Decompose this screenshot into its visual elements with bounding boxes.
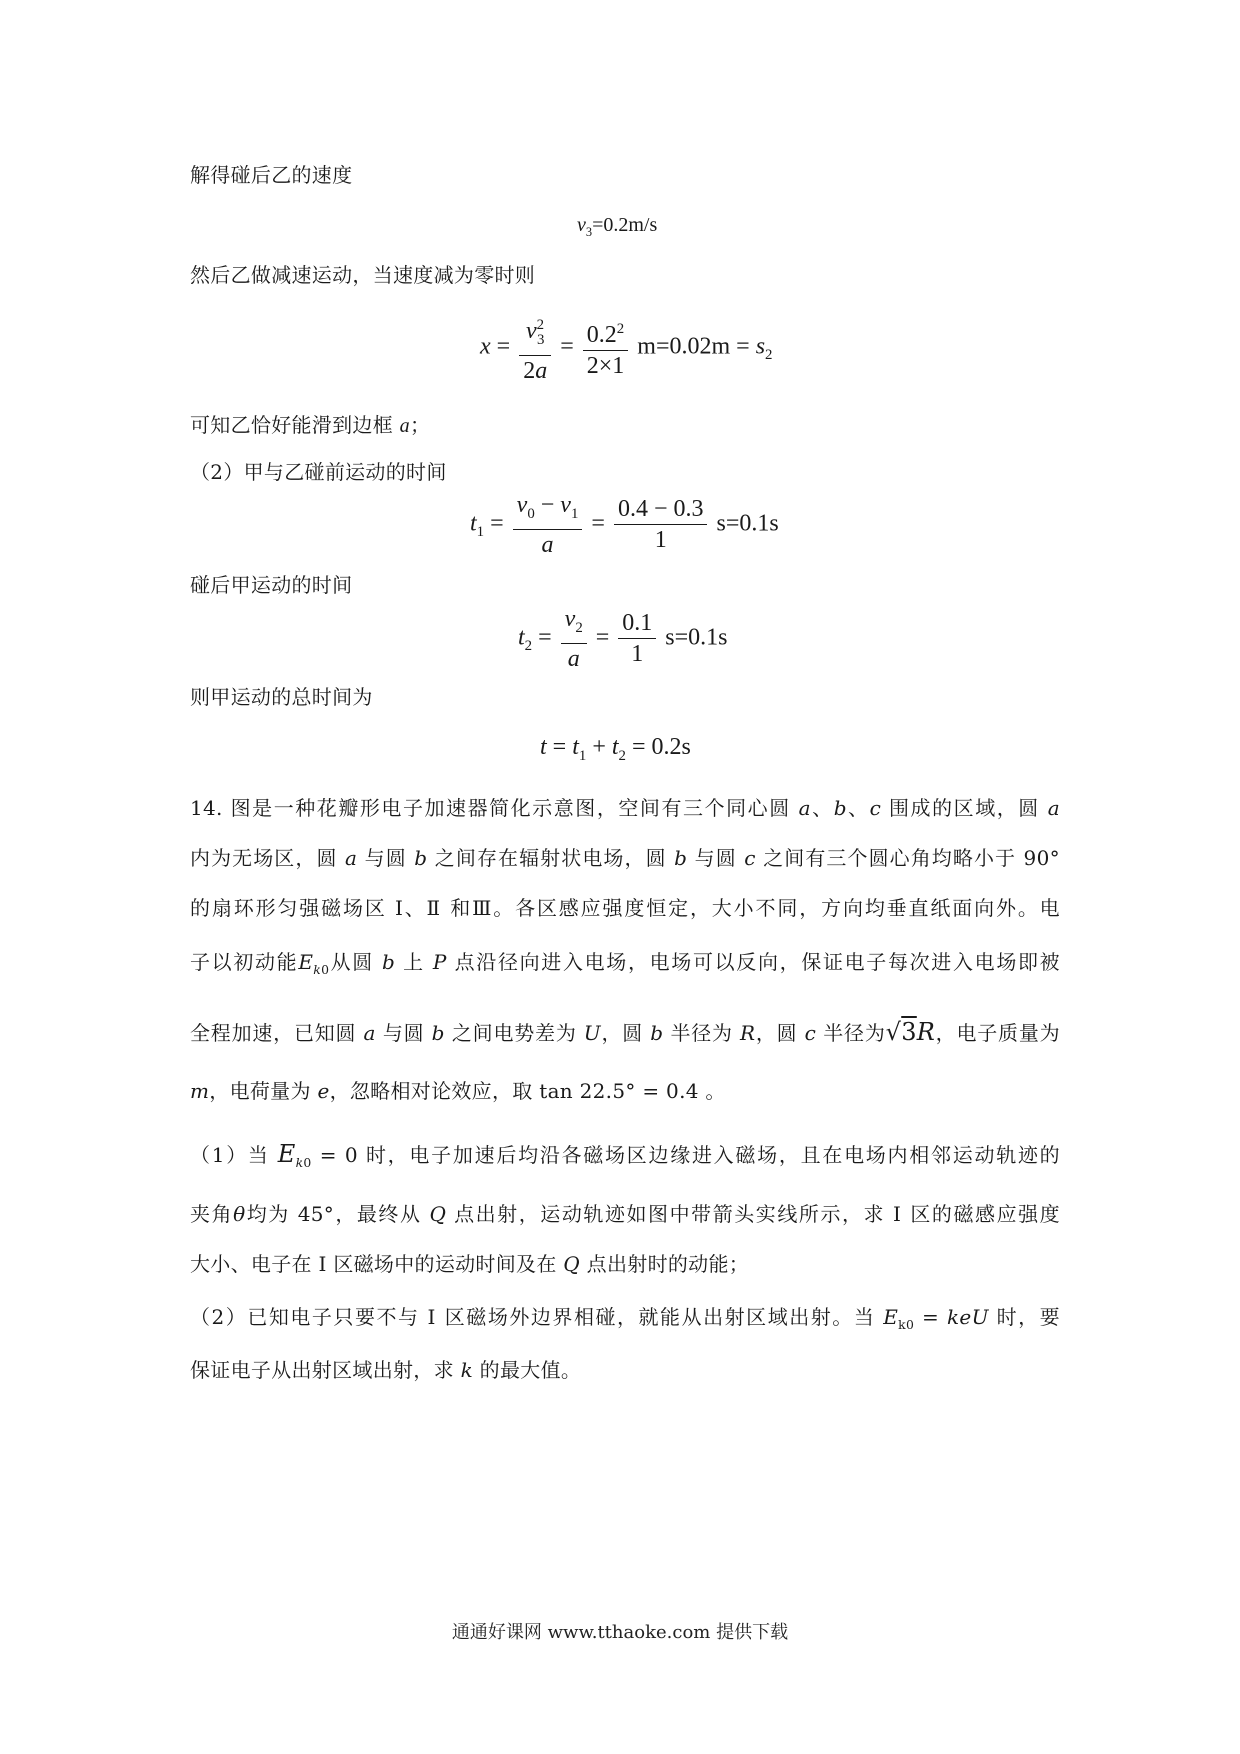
text-line: （2）甲与乙碰前运动的时间: [190, 460, 447, 484]
footer-text: 通通好课网 www.tthaoke.com 提供下载: [451, 1622, 789, 1643]
text-line: 解得碰后乙的速度: [190, 163, 353, 187]
text-line: 可知乙恰好能滑到边框 a；: [190, 413, 431, 437]
text-line: 碰后甲运动的时间: [190, 573, 353, 597]
question-14-line: 全程加速，已知圆 a 与圆 b 之间电势差为 U，圆 b 半径为 R，圆 c 半径为√3R，电子质量为: [190, 1018, 1060, 1046]
question-14-line: 的扇环形匀强磁场区 Ⅰ、Ⅱ 和Ⅲ。各区感应强度恒定，大小不同，方向均垂直纸面向外。电: [190, 896, 1060, 920]
sub-question-1: 夹角θ均为 45°，最终从 Q 点出射，运动轨迹如图中带箭头实线所示，求 Ⅰ 区的磁感应强度: [190, 1202, 1060, 1226]
equation-t-total: $t = t_1 + t_2 = 0.2s$: [540, 734, 691, 764]
question-14-line: 子以初动能$E_{k0}$从圆 b 上 P 点沿径向进入电场，电场可以反向，保证电子每次进入电场即被: [190, 950, 1060, 977]
equation-x: x = $\frac{v^2_3}{2a}$ = $\frac{0.2^2}{2\times 1}$ $m=0.02m = s_2$: [480, 310, 772, 386]
sub-question-2: （2）已知电子只要不与 Ⅰ 区磁场外边界相碰，就能从出射区域出射。当 $E_{k0}$ = keU 时，要: [190, 1305, 1060, 1332]
question-14-line: m，电荷量为 e，忽略相对论效应，取 tan 22.5° = 0.4 。: [190, 1079, 726, 1103]
equation-v3: $v_3=0.2m/s$: [577, 214, 658, 239]
question-14-line: 内为无场区，圆 a 与圆 b 之间存在辐射状电场，圆 b 与圆 c 之间有三个圆心角均略小于 90°: [190, 846, 1060, 870]
question-14-line: 14. 图是一种花瓣形电子加速器简化示意图，空间有三个同心圆 a、b、c 围成的区域，圆 a: [190, 796, 1060, 820]
sub-question-2: 保证电子从出射区域出射，求 k 的最大值。: [190, 1358, 582, 1382]
equation-t2: $t_2$ = $\frac{v_2}{a}$ = $\frac{0.1}{1}$ s=0.1s: [518, 606, 728, 672]
text-line: 然后乙做减速运动，当速度减为零时则: [190, 263, 536, 287]
equation-t1: $t_1$ = $\frac{v_0 - v_1}{a}$ = $\frac{0.4 - 0.3}{1}$ s=0.1s: [470, 492, 779, 558]
sub-question-1: （1）当 $E_{k0} = 0$ 时，电子加速后均沿各磁场区边缘进入磁场，且在电场内相邻运动轨迹的: [190, 1140, 1060, 1170]
text-line: 则甲运动的总时间为: [190, 685, 373, 709]
sub-question-1: 大小、电子在 Ⅰ 区磁场中的运动时间及在 Q 点出射时的动能；: [190, 1252, 750, 1276]
